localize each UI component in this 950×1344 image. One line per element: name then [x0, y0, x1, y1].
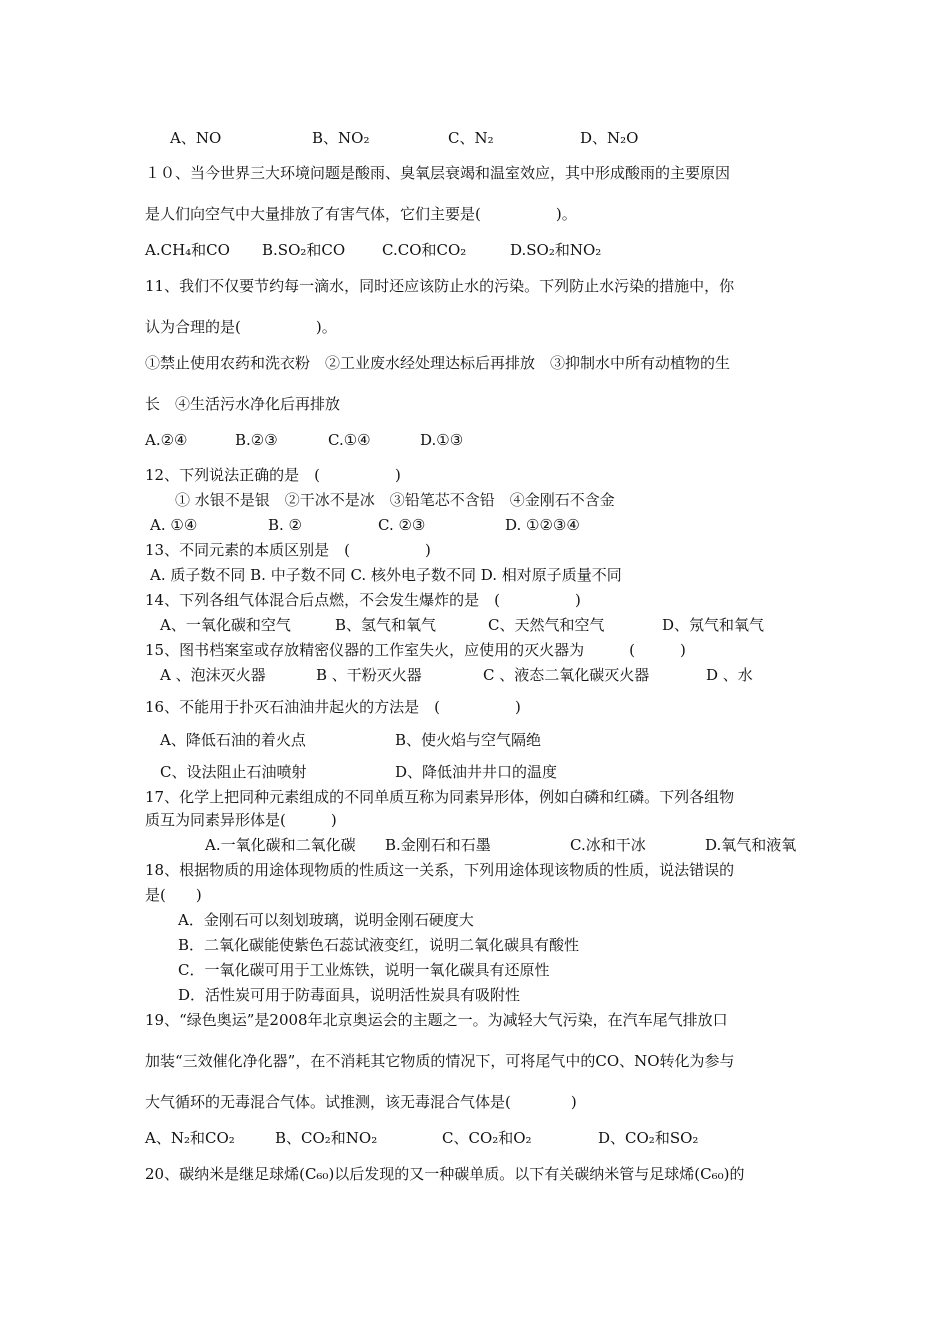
q20-stem-line-1: 20、碳纳米是继足球烯(C₆₀)以后发现的又一种碳单质。以下有关碳纳米管与足球烯(C₆₀)的: [145, 1165, 745, 1183]
q19-stem-line-2: 加装“三效催化净化器”，在不消耗其它物质的情况下，可将尾气中的CO、NO转化为参与: [145, 1052, 735, 1070]
q11-option-d: D.①③: [420, 431, 464, 449]
q16-stem: 16、不能用于扑灭石油油井起火的方法是 ( ): [145, 698, 521, 716]
q10-option-b: B.SO₂和CO: [262, 241, 346, 259]
q17-option-d: D.氧气和液氧: [705, 836, 797, 854]
q19-option-c: C、CO₂和O₂: [442, 1129, 532, 1147]
q9-option-b: B、NO₂: [312, 129, 370, 147]
q11-option-a: A.②④: [145, 431, 188, 449]
q14-option-a: A、一氧化碳和空气: [160, 616, 291, 634]
q13-stem: 13、不同元素的本质区别是 ( ): [145, 541, 431, 559]
q10-stem-line-1: １０、当今世界三大环境问题是酸雨、臭氧层衰竭和温室效应，其中形成酸雨的主要原因: [145, 164, 731, 182]
q14-option-b: B、氢气和氧气: [335, 616, 437, 634]
q9-option-c: C、N₂: [448, 129, 494, 147]
q14-option-d: D、氖气和氧气: [662, 616, 765, 634]
q11-stem-line-1: 11、我们不仅要节约每一滴水，同时还应该防止水的污染。下列防止水污染的措施中，你: [145, 277, 735, 295]
q18-stem-line-2: 是( ): [145, 886, 202, 904]
q16-option-a: A、降低石油的着火点: [160, 731, 306, 749]
q19-option-a: A、N₂和CO₂: [145, 1129, 235, 1147]
q15-option-b: B 、干粉灭火器: [316, 666, 422, 684]
q11-option-b: B.②③: [235, 431, 278, 449]
q11-option-c: C.①④: [328, 431, 371, 449]
q18-option-b: B．二氧化碳能使紫色石蕊试液变红，说明二氧化碳具有酸性: [178, 936, 580, 954]
q18-option-c: C．一氧化碳可用于工业炼铁，说明一氧化碳具有还原性: [178, 961, 550, 979]
q16-option-c: C、设法阻止石油喷射: [160, 763, 307, 781]
q19-stem-line-1: 19、“绿色奥运”是2008年北京奥运会的主题之一。为减轻大气污染，在汽车尾气排放口: [145, 1011, 728, 1029]
q17-option-a: A.一氧化碳和二氧化碳: [205, 836, 356, 854]
q17-option-b: B.金刚石和石墨: [385, 836, 491, 854]
q17-option-c: C.冰和干冰: [570, 836, 646, 854]
q18-option-d: D．活性炭可用于防毒面具，说明活性炭具有吸附性: [178, 986, 521, 1004]
q14-stem: 14、下列各组气体混合后点燃，不会发生爆炸的是 ( ): [145, 591, 581, 609]
q14-option-c: C、天然气和空气: [488, 616, 605, 634]
q17-stem-line-2: 质互为同素异形体是( ): [145, 811, 337, 829]
q9-option-a: A、NO: [170, 129, 222, 147]
q12-option-d: D. ①②③④: [505, 516, 580, 534]
q15-option-d: D 、水: [706, 666, 753, 684]
q18-option-a: A．金刚石可以刻划玻璃，说明金刚石硬度大: [178, 911, 474, 929]
q12-stem: 12、下列说法正确的是 ( ): [145, 466, 401, 484]
q16-option-b: B、使火焰与空气隔绝: [395, 731, 542, 749]
q16-option-d: D、降低油井井口的温度: [395, 763, 558, 781]
q10-option-c: C.CO和CO₂: [382, 241, 467, 259]
q15-option-c: C 、液态二氧化碳灭火器: [483, 666, 650, 684]
q10-stem-line-2: 是人们向空气中大量排放了有害气体，它们主要是( )。: [145, 205, 577, 223]
q12-option-c: C. ②③: [378, 516, 426, 534]
q15-option-a: A 、泡沫灭火器: [160, 666, 266, 684]
q13-options: A. 质子数不同 B. 中子数不同 C. 核外电子数不同 D. 相对原子质量不同: [150, 566, 622, 584]
q10-option-d: D.SO₂和NO₂: [510, 241, 602, 259]
q12-option-a: A. ①④: [150, 516, 198, 534]
q10-option-a: A.CH₄和CO: [145, 241, 230, 259]
q19-stem-line-3: 大气循环的无毒混合气体。试推测，该无毒混合气体是( ): [145, 1093, 577, 1111]
q11-items-line-1: ①禁止使用农药和洗衣粉 ②工业废水经处理达标后再排放 ③抑制水中所有动植物的生: [145, 354, 731, 372]
q19-option-b: B、CO₂和NO₂: [275, 1129, 378, 1147]
q11-stem-line-2: 认为合理的是( )。: [145, 318, 337, 336]
q11-items-line-2: 长 ④生活污水净化后再排放: [145, 395, 341, 413]
q15-stem: 15、图书档案室或存放精密仪器的工作室失火，应使用的灭火器为 ( ): [145, 641, 686, 659]
q12-items: ① 水银不是银 ②干冰不是冰 ③铅笔芯不含铅 ④金刚石不含金: [175, 491, 615, 509]
q18-stem-line-1: 18、根据物质的用途体现物质的性质这一关系，下列用途体现该物质的性质，说法错误的: [145, 861, 735, 879]
q17-stem-line-1: 17、化学上把同种元素组成的不同单质互称为同素异形体，例如白磷和红磷。下列各组物: [145, 788, 735, 806]
q9-option-d: D、N₂O: [580, 129, 639, 147]
q19-option-d: D、CO₂和SO₂: [598, 1129, 699, 1147]
q12-option-b: B. ②: [268, 516, 303, 534]
